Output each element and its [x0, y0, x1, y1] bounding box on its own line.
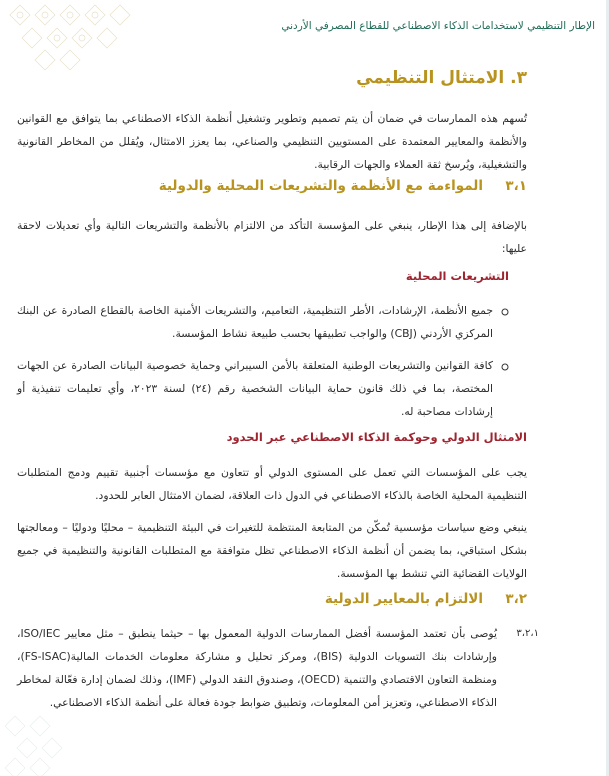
- item-number: ٣،٢،١: [516, 628, 539, 639]
- subsection-number: ٣،٢: [505, 591, 527, 607]
- document-header-title: الإطار التنظيمي لاستخدامات الذكاء الاصطناعي للقطاع المصرفي الأردني: [281, 20, 595, 32]
- international-paragraph-1: يجب على المؤسسات التي تعمل على المستوى الدولي أو تتعاون مع مؤسسات أجنبية تقييم ودمج المتطلبات التنظيمية المحلية الخاصة بالذكاء الاصطناعي في الدول ذات العلاقة، لضمان الامتثال العابر للحدود.: [17, 466, 527, 502]
- subsection-title: المواءمة مع الأنظمة والتشريعات المحلية والدولية: [158, 178, 483, 194]
- header-pattern-ornament: [0, 0, 150, 70]
- subsection-heading-3-2: [147, 591, 527, 611]
- subsection-title: الالتزام بالمعايير الدولية: [324, 591, 483, 607]
- international-compliance-heading: الامتثال الدولي وحوكمة الذكاء الاصطناعي عبر الحدود: [226, 430, 527, 444]
- footer-pattern-ornament: [0, 706, 80, 776]
- subsection-number: ٣،١: [505, 178, 527, 194]
- section-heading: ٣. الامتثال التنظيمي: [356, 68, 527, 88]
- international-paragraph-2: ينبغي وضع سياسات مؤسسية تُمكّن من المتابعة المنتظمة للتغيرات في البيئة التنظيمية – محليًا ودوليًا – ومعالجتها بشكل استباقي، بما يضمن أن أنظمة الذكاء الاصطناعي تظل متوافقة مع المتطلبات القانونية والتنظيمية في جميع الولايات القضائية التي تنشط بها المؤسسة.: [17, 521, 527, 580]
- subsection-heading-3-1: [147, 178, 527, 198]
- bullet-circle-icon: [499, 363, 509, 373]
- list-item: كافة القوانين والتشريعات الوطنية المتعلقة بالأمن السيبراني وحماية خصوصية البيانات الصادرة عن الجهات المختصة، بما في ذلك قانون حماية البيانات الشخصية رقم (٢٤) لسنة ٢٠٢٣، وأي تعليمات تنفيذية أو إرشادات مصاحبة له.: [17, 359, 493, 418]
- bullet-circle-icon: [499, 308, 509, 318]
- subsection-intro-paragraph: بالإضافة إلى هذا الإطار، ينبغي على المؤسسة التأكد من الالتزام بالأنظمة والتشريعات التالية وأي تعديلات لاحقة عليها:: [17, 219, 527, 255]
- list-item: جميع الأنظمة، الإرشادات، الأطر التنظيمية، التعاميم، والتشريعات الأمنية الخاصة بالقطاع الصادرة عن البنك المركزي الأردني (CBJ) والواجب تطبيقها بحسب طبيعة نشاط المؤسسة.: [17, 304, 493, 340]
- section-intro-paragraph: تُسهم هذه الممارسات في ضمان أن يتم تصميم وتطوير وتشغيل أنظمة الذكاء الاصطناعي بما يتوافق مع القوانين والأنظمة والمعايير المعتمدة على المستويين التنظيمي والصناعي، بما يعزز الامتثال، ويُقلل من المخاطر القانونية والتشغيلية، ويُرسخ ثقة العملاء والجهات الرقابية.: [17, 112, 527, 171]
- local-legislation-heading: التشريعات المحلية: [405, 269, 509, 283]
- standards-paragraph: يُوصى بأن تعتمد المؤسسة أفضل الممارسات الدولية المعمول بها – حيثما ينطبق – مثل معايير ISO/IEC، وإرشادات بنك التسويات الدولية (BIS)، ومركز تحليل و مشاركة معلومات الخدمات المالية(FS-ISAC)، ومنظمة التعاون الاقتصادي والتنمية (OECD)، وصندوق النقد الدولي (IMF)، وذلك لضمان إدارة فعّالة لمخاطر الذكاء الاصطناعي، وتعزيز أمن المعلومات، وتطبيق ضوابط جودة فعالة على أنظمة الذكاء الاصطناعي.: [17, 627, 497, 709]
